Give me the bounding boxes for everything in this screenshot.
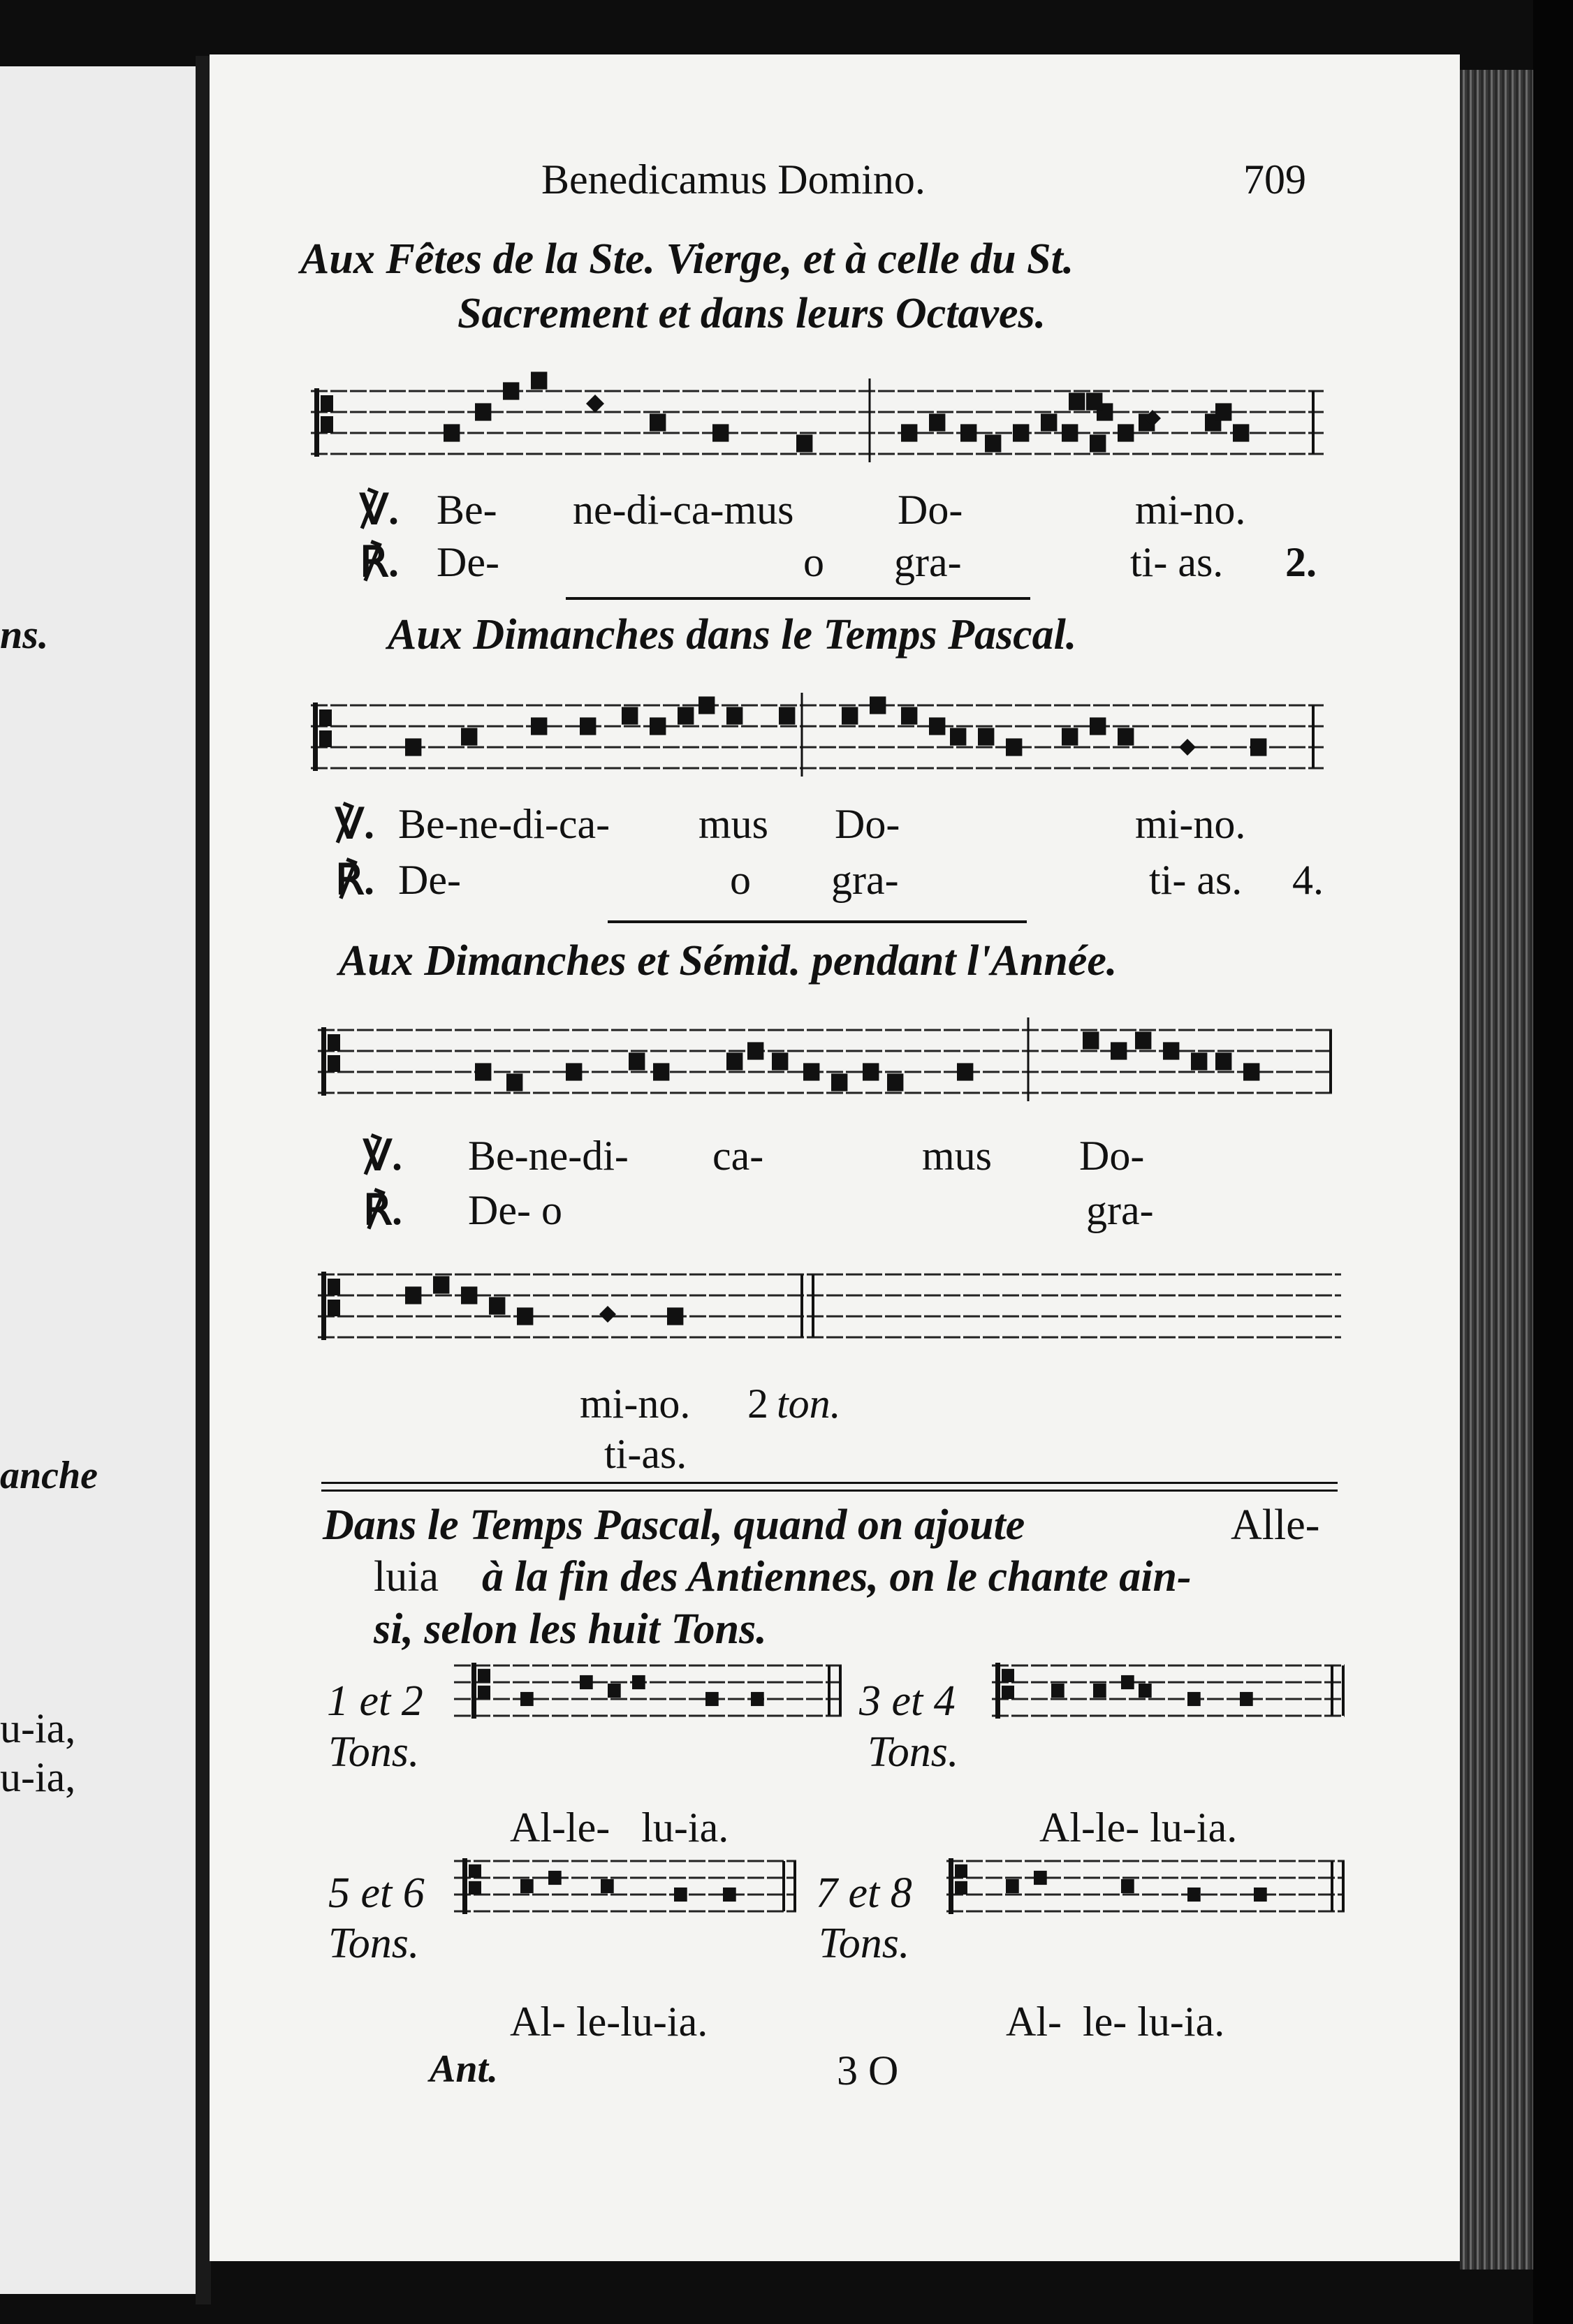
clef bbox=[469, 1865, 481, 1878]
square-note bbox=[678, 707, 694, 724]
ending-line2: ti-as. bbox=[604, 1431, 687, 1477]
tone-number: 2. bbox=[1285, 539, 1317, 585]
lyric: ne-di-ca-mus bbox=[573, 487, 794, 533]
clef bbox=[328, 1279, 340, 1295]
clef bbox=[319, 730, 332, 747]
clef bbox=[314, 388, 319, 457]
square-note bbox=[1135, 1031, 1151, 1049]
tone-7-8-lyric: Al- le- lu-ia. bbox=[1006, 1999, 1225, 2045]
square-note bbox=[405, 1286, 421, 1304]
square-note bbox=[1069, 392, 1085, 410]
square-note bbox=[405, 738, 421, 756]
tone-5-6-number: 5 et 6 bbox=[328, 1869, 425, 1917]
square-note bbox=[863, 1063, 879, 1080]
square-note bbox=[1006, 1879, 1019, 1893]
square-note bbox=[901, 707, 917, 724]
square-note bbox=[1191, 1052, 1207, 1070]
square-note bbox=[887, 1073, 903, 1091]
square-note bbox=[622, 707, 638, 724]
tone-3-4-number: 3 et 4 bbox=[859, 1677, 956, 1725]
lyric: Do- bbox=[1079, 1133, 1145, 1179]
square-note bbox=[960, 424, 976, 441]
square-note bbox=[1163, 1042, 1179, 1059]
square-note bbox=[580, 1675, 593, 1689]
tone-1-2-number: 1 et 2 bbox=[327, 1677, 423, 1725]
square-note bbox=[629, 1052, 645, 1070]
clef bbox=[321, 416, 333, 433]
clef bbox=[471, 1663, 476, 1719]
square-note bbox=[1254, 1888, 1267, 1902]
square-note bbox=[779, 707, 795, 724]
clef bbox=[328, 1055, 340, 1072]
square-note bbox=[1034, 1871, 1047, 1885]
square-note bbox=[601, 1879, 614, 1893]
square-note bbox=[520, 1879, 534, 1893]
square-note bbox=[929, 717, 945, 735]
square-note bbox=[1090, 434, 1106, 452]
square-note bbox=[751, 1692, 764, 1706]
response-symbol: ℟. bbox=[335, 857, 375, 903]
square-note bbox=[772, 1052, 788, 1070]
square-note bbox=[650, 717, 666, 735]
square-note bbox=[1121, 1675, 1134, 1689]
clef bbox=[462, 1858, 467, 1914]
section4-rubric-line3: si, selon les huit Tons. bbox=[374, 1605, 767, 1653]
square-note bbox=[566, 1063, 582, 1080]
square-note bbox=[1118, 424, 1134, 441]
square-note bbox=[653, 1063, 669, 1080]
square-note bbox=[1086, 392, 1102, 410]
square-note bbox=[1240, 1692, 1253, 1706]
square-note bbox=[957, 1063, 973, 1080]
square-note bbox=[1233, 424, 1249, 441]
clef bbox=[1002, 1669, 1014, 1682]
square-note bbox=[667, 1307, 683, 1325]
square-note bbox=[1062, 424, 1078, 441]
clef bbox=[955, 1881, 967, 1895]
left-fragment-ns: ns. bbox=[0, 612, 49, 657]
clef bbox=[313, 703, 318, 771]
square-note bbox=[901, 424, 917, 441]
clef bbox=[319, 709, 332, 726]
square-note bbox=[929, 413, 945, 431]
square-note bbox=[747, 1042, 763, 1059]
square-note bbox=[1013, 424, 1029, 441]
square-note bbox=[831, 1073, 847, 1091]
lyric: Do- bbox=[898, 487, 963, 533]
diamond-note bbox=[599, 1306, 616, 1323]
square-note bbox=[950, 728, 966, 745]
square-note bbox=[461, 728, 477, 745]
clef bbox=[1002, 1686, 1014, 1699]
square-note bbox=[433, 1276, 449, 1293]
square-note bbox=[1093, 1684, 1106, 1698]
square-note bbox=[1062, 728, 1078, 745]
square-note bbox=[444, 424, 460, 441]
square-note bbox=[517, 1307, 533, 1325]
square-note bbox=[632, 1675, 645, 1689]
section2-rubric: Aux Dimanches dans le Temps Pascal. bbox=[388, 611, 1077, 659]
clef bbox=[328, 1034, 340, 1051]
square-note bbox=[489, 1297, 505, 1314]
square-note bbox=[1187, 1692, 1201, 1706]
response-symbol: ℟. bbox=[360, 539, 400, 585]
square-note bbox=[650, 413, 666, 431]
square-note bbox=[608, 1684, 621, 1698]
section1-rubric-line1: Aux Fêtes de la Ste. Vierge, et à celle du St. bbox=[300, 235, 1074, 283]
left-fragment-uia-2: u-ia, bbox=[0, 1754, 76, 1800]
square-note bbox=[698, 696, 715, 714]
tone-7-8-label: Tons. bbox=[819, 1920, 910, 1967]
square-note bbox=[1121, 1879, 1134, 1893]
lyric: gra- bbox=[894, 539, 962, 585]
double-rule-top bbox=[321, 1482, 1338, 1484]
square-note bbox=[1111, 1042, 1127, 1059]
clef bbox=[995, 1663, 1000, 1719]
tone-5-6-lyric: Al- le-lu-ia. bbox=[510, 1999, 708, 2045]
lyric: Be-ne-di-ca- bbox=[398, 801, 610, 847]
lyric: De- o bbox=[468, 1187, 562, 1233]
tone-1-2-lyric: Al-le- lu-ia. bbox=[510, 1804, 729, 1851]
square-note bbox=[674, 1888, 687, 1902]
square-note bbox=[1215, 1052, 1231, 1070]
clef bbox=[469, 1881, 481, 1895]
tone-number: 4. bbox=[1292, 857, 1324, 903]
square-note bbox=[1006, 738, 1022, 756]
square-note bbox=[723, 1888, 736, 1902]
section3-rubric: Aux Dimanches et Sémid. pendant l'Année. bbox=[339, 937, 1118, 985]
ending-tone-word: ton. bbox=[777, 1381, 841, 1427]
left-fragment-anche: anche bbox=[0, 1454, 98, 1497]
lyric: Do- bbox=[835, 801, 900, 847]
lyric: gra- bbox=[1086, 1187, 1154, 1233]
square-note bbox=[726, 1052, 742, 1070]
square-note bbox=[1083, 1031, 1099, 1049]
tone-5-6-label: Tons. bbox=[328, 1920, 420, 1967]
signature-mark: 3 O bbox=[837, 2047, 899, 2094]
clef bbox=[321, 395, 333, 412]
square-note bbox=[842, 707, 858, 724]
lyric: ca- bbox=[712, 1133, 764, 1179]
square-note bbox=[520, 1692, 534, 1706]
lyric: ti- as. bbox=[1149, 857, 1243, 903]
square-note bbox=[705, 1692, 719, 1706]
square-note bbox=[548, 1871, 562, 1885]
square-note bbox=[1187, 1888, 1201, 1902]
square-note bbox=[1090, 717, 1106, 735]
rule bbox=[566, 597, 1030, 600]
lyric: mi-no. bbox=[1135, 487, 1246, 533]
square-note bbox=[580, 717, 596, 735]
clef bbox=[949, 1858, 953, 1914]
square-note bbox=[1139, 1684, 1152, 1698]
lyric: De- bbox=[437, 539, 499, 585]
square-note bbox=[531, 372, 547, 389]
lyric: o bbox=[730, 857, 751, 903]
double-rule-bottom bbox=[321, 1490, 1338, 1492]
square-note bbox=[985, 434, 1001, 452]
lyric: ti- as. bbox=[1130, 539, 1224, 585]
clef bbox=[478, 1686, 490, 1699]
section4-rubric-line1: Dans le Temps Pascal, quand on ajoute bbox=[323, 1501, 1025, 1549]
square-note bbox=[1041, 413, 1057, 431]
square-note bbox=[726, 707, 742, 724]
clef bbox=[321, 1027, 326, 1096]
square-note bbox=[475, 403, 491, 420]
versicle-symbol: ℣. bbox=[360, 487, 400, 533]
catchword: Ant. bbox=[430, 2047, 499, 2091]
square-note bbox=[870, 696, 886, 714]
square-note bbox=[978, 728, 994, 745]
lyric: mi-no. bbox=[1135, 801, 1246, 847]
square-note bbox=[461, 1286, 477, 1304]
square-note bbox=[712, 424, 729, 441]
section4-luia-roman: luia bbox=[374, 1553, 439, 1601]
left-fragment-uia-1: u-ia, bbox=[0, 1705, 76, 1751]
square-note bbox=[506, 1073, 522, 1091]
lyric: mus bbox=[922, 1133, 993, 1179]
lyric: o bbox=[803, 539, 824, 585]
response-symbol: ℟. bbox=[363, 1187, 403, 1233]
section4-rubric-line2: à la fin des Antiennes, on le chante ain- bbox=[482, 1553, 1192, 1601]
lyric: Be-ne-di- bbox=[468, 1133, 629, 1179]
square-note bbox=[1250, 738, 1266, 756]
square-note bbox=[1243, 1063, 1259, 1080]
square-note bbox=[475, 1063, 491, 1080]
ending-line1: mi-no. bbox=[580, 1381, 691, 1427]
page-number: 709 bbox=[1243, 156, 1306, 203]
square-note bbox=[803, 1063, 819, 1080]
lyric: Be- bbox=[437, 487, 497, 533]
square-note bbox=[1051, 1684, 1064, 1698]
lyric: mus bbox=[698, 801, 769, 847]
square-note bbox=[1118, 728, 1134, 745]
clef bbox=[321, 1272, 326, 1340]
square-note bbox=[796, 434, 812, 452]
ending-tone-number: 2 bbox=[747, 1381, 768, 1427]
lyric: gra- bbox=[831, 857, 899, 903]
square-note bbox=[503, 382, 519, 399]
tone-1-2-label: Tons. bbox=[328, 1728, 420, 1776]
tone-3-4-label: Tons. bbox=[868, 1728, 959, 1776]
rule bbox=[608, 920, 1027, 923]
running-title: Benedicamus Domino. bbox=[541, 156, 925, 203]
clef bbox=[478, 1669, 490, 1682]
square-note bbox=[1215, 403, 1231, 420]
versicle-symbol: ℣. bbox=[363, 1133, 403, 1179]
section4-alleluia-roman: Alle- bbox=[1231, 1501, 1320, 1549]
section1-rubric-line2: Sacrement et dans leurs Octaves. bbox=[458, 290, 1046, 337]
clef bbox=[955, 1865, 967, 1878]
tone-3-4-lyric: Al-le- lu-ia. bbox=[1039, 1804, 1238, 1851]
square-note bbox=[531, 717, 547, 735]
tone-7-8-number: 7 et 8 bbox=[816, 1869, 912, 1917]
versicle-symbol: ℣. bbox=[335, 801, 375, 847]
diamond-note bbox=[1179, 739, 1196, 756]
lyric: De- bbox=[398, 857, 461, 903]
diamond-note bbox=[586, 395, 604, 413]
clef bbox=[328, 1300, 340, 1316]
